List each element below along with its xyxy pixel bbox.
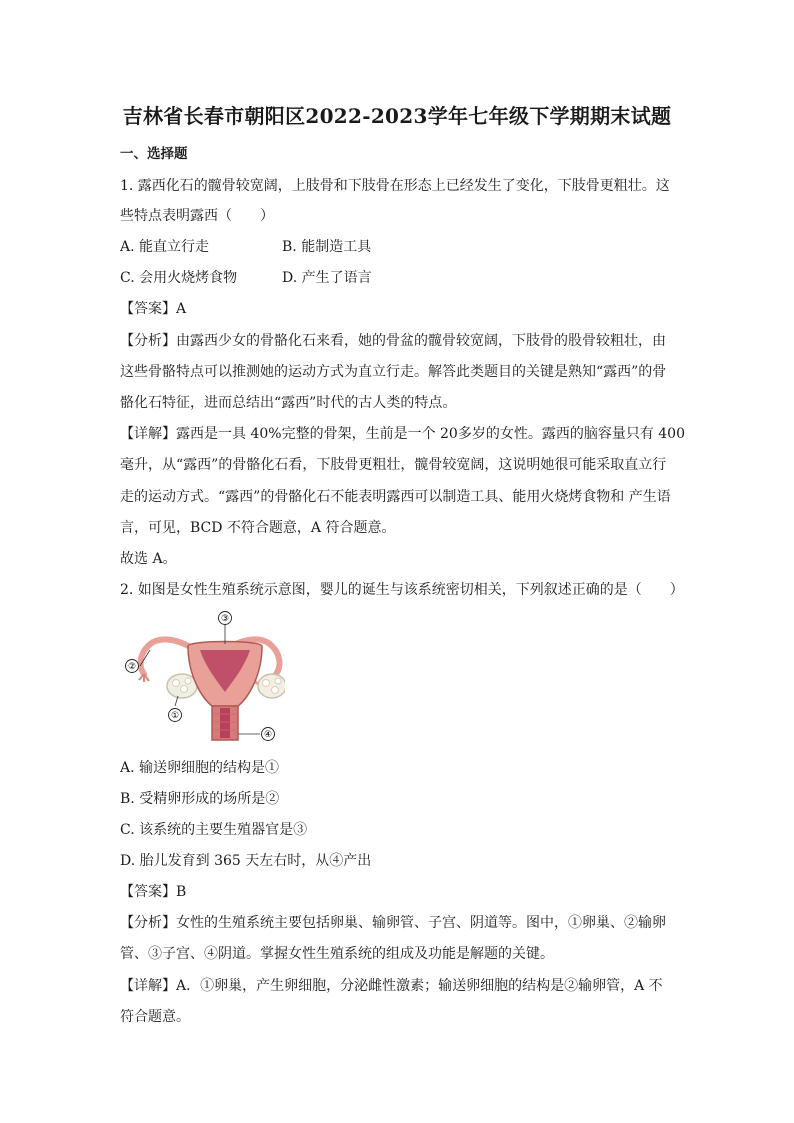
page-title: 吉林省长春市朝阳区2022-2023学年七年级下学期期末试题 [122,104,672,128]
right-ovary [258,674,285,698]
q2-answer: 【答案】B [120,884,187,900]
left-fimbriae [139,674,149,682]
female-reproductive-system-diagram [120,606,285,746]
label-4-marker [262,728,275,741]
q2-analysis-line1: 【分析】女性的生殖系统主要包括卵巢、输卵管、子宫、阴道等。图中，①卵巢、②输卵 [120,915,666,931]
q1-option-a: A. 能直立行走 [120,239,210,255]
q1-stem-line1: 1. 露西化石的髋骨较宽阔，上肢骨和下肢骨在形态上已经发生了变化，下肢骨更粗壮。这 [120,178,670,194]
q2-analysis-line2: 管、③子宫、④阴道。掌握女性生殖系统的组成及功能是解题的关键。 [120,946,554,962]
q2-stem: 2. 如图是女性生殖系统示意图，婴儿的诞生与该系统密切相关，下列叙述正确的是（ ） [120,582,684,598]
label-1-marker [169,709,182,722]
q1-analysis-line2: 这些骨骼特点可以推测她的运动方式为直立行走。解答此类题目的关键是熟知“露西”的骨 [120,364,667,380]
label-4: ④ [263,730,273,740]
q2-option-c: C. 该系统的主要生殖器官是③ [120,822,308,838]
label-2: ② [127,662,137,672]
q1-option-c: C. 会用火烧烤食物 [120,270,238,286]
q1-detail-line4: 言，可见，BCD 不符合题意，A 符合题意。 [120,520,396,536]
q1-detail-line1: 【详解】露西是一具 40%完整的骨架，生前是一个 20多岁的女性。露西的脑容量只有 400 [120,426,686,442]
q1-analysis-line1: 【分析】由露西少女的骨骼化石来看，她的骨盆的髋骨较宽阔，下肢骨的股骨较粗壮，由 [120,333,666,349]
q1-conclusion: 故选 A。 [120,551,177,567]
label-3-marker [219,612,232,625]
q2-detail-line1: 【详解】A．①卵巢，产生卵细胞，分泌雌性激素；输送卵细胞的结构是②输卵管，A 不 [120,978,663,994]
label-1: ① [170,711,180,721]
q2-option-b: B. 受精卵形成的场所是② [120,791,280,807]
q1-option-d: D. 产生了语言 [282,270,372,286]
q1-stem-line2: 些特点表明露西（ ） [120,208,274,224]
q1-answer: 【答案】A [120,301,187,317]
q1-option-b: B. 能制造工具 [282,239,372,255]
q1-detail-line2: 毫升，从“露西”的骨骼化石看，下肢骨更粗壮，髋骨较宽阔，这说明她很可能采取直立行 [120,457,667,473]
q1-detail-line3: 走的运动方式。“露西”的骨骼化石不能表明露西可以制造工具、能用火烧烤食物和 产生语 [120,489,671,505]
label-2-marker [126,660,139,673]
q1-analysis-line3: 骼化石特征，进而总结出“露西”时代的古人类的特点。 [120,395,457,411]
q2-detail-line2: 符合题意。 [120,1009,190,1025]
section-heading: 一、选择题 [120,146,188,162]
q2-option-a: A. 输送卵细胞的结构是① [120,760,280,776]
label-3: ③ [220,614,230,624]
q2-option-d: D. 胎儿发育到 365 天左右时，从④产出 [120,853,372,869]
left-fallopian-tube [141,639,192,674]
